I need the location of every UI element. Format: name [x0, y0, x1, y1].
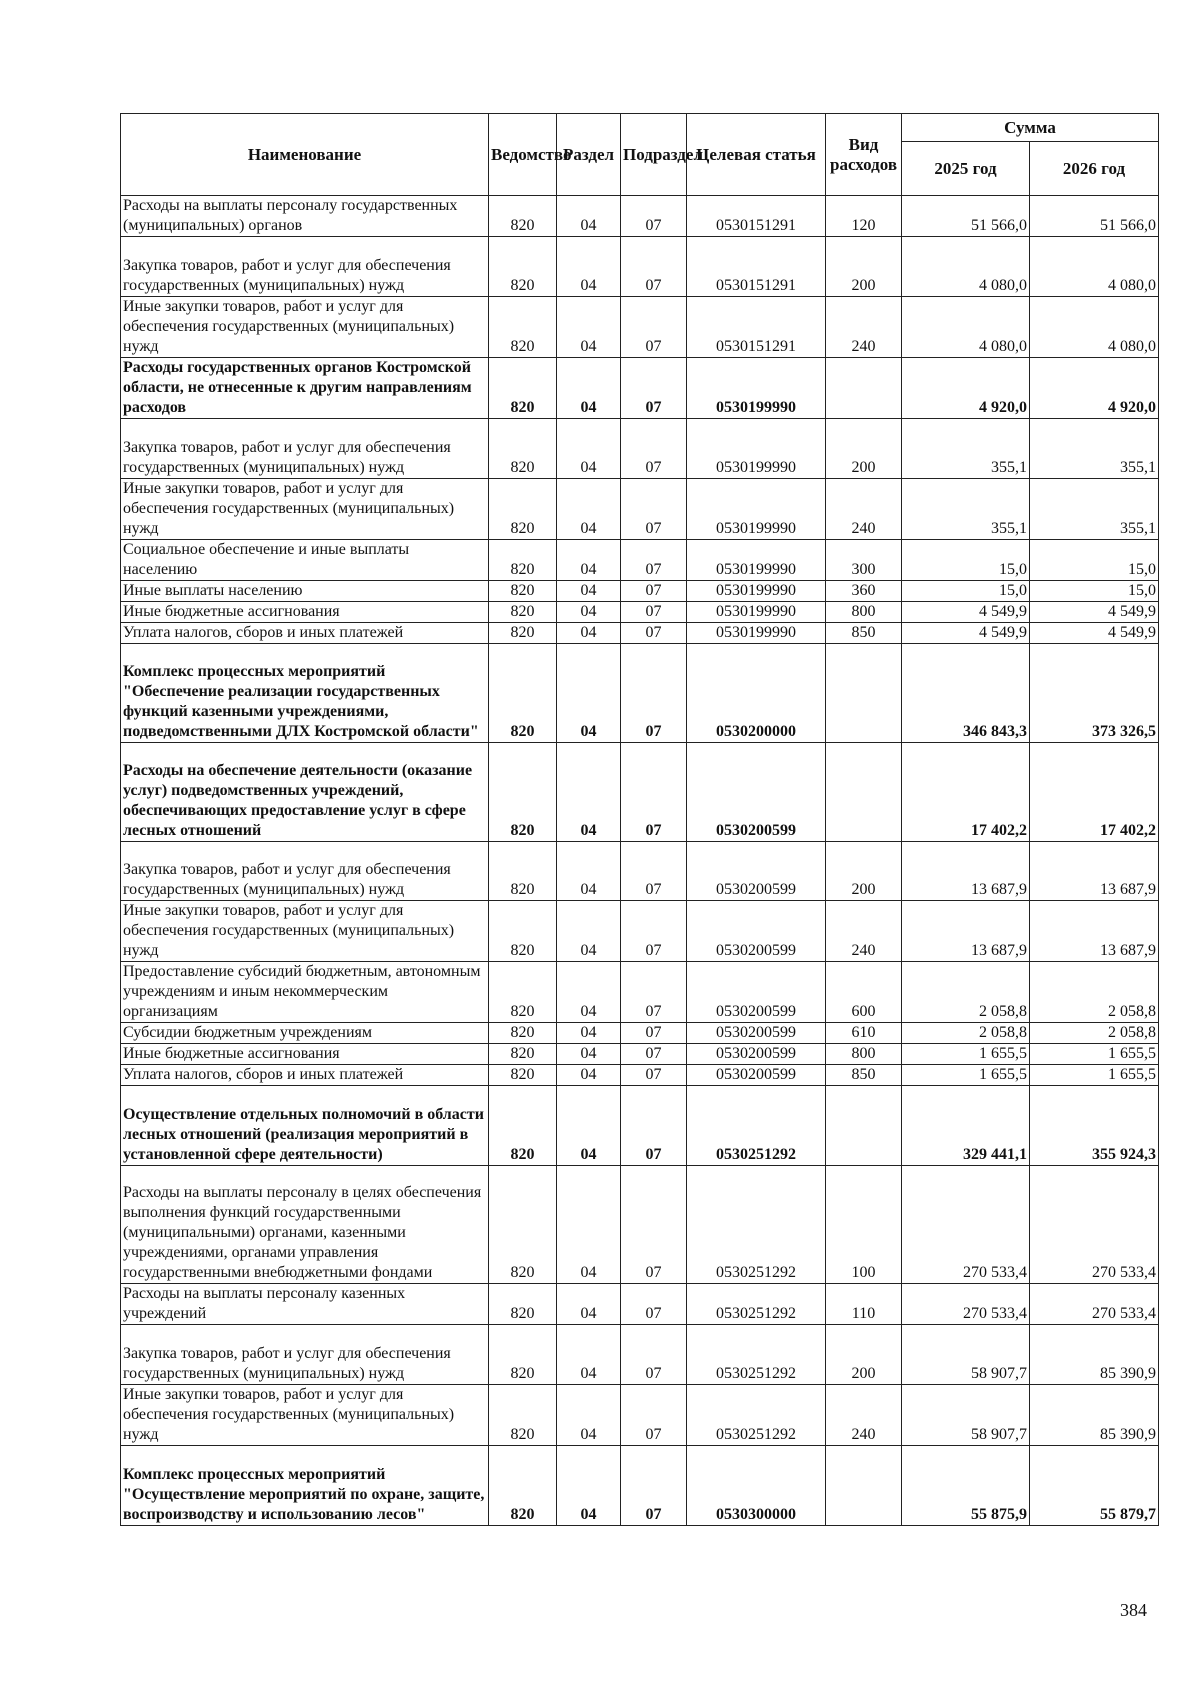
cell-razdel: 04: [557, 1385, 621, 1446]
cell-podrazdel: 07: [621, 1065, 687, 1086]
cell-sum-2026: 85 390,9: [1030, 1325, 1159, 1385]
header-razdel: Раздел: [557, 114, 621, 196]
cell-vedomstvo: 820: [489, 539, 557, 580]
cell-vid: [826, 643, 902, 742]
cell-vedomstvo: 820: [489, 196, 557, 237]
cell-vid: 800: [826, 1044, 902, 1065]
cell-name: Предоставление субсидий бюджетным, автономным учреждениям и иным некоммерческим организациям: [121, 962, 489, 1023]
cell-sum-2026: 270 533,4: [1030, 1165, 1159, 1284]
cell-podrazdel: 07: [621, 1325, 687, 1385]
table-row: [121, 1023, 1159, 1044]
cell-vid: 850: [826, 622, 902, 643]
cell-sum-2025: 4 920,0: [902, 357, 1030, 418]
cell-vedomstvo: 820: [489, 296, 557, 357]
table-row: [121, 237, 1159, 297]
cell-vid: 240: [826, 1385, 902, 1446]
cell-vid: 120: [826, 196, 902, 237]
cell-sum-2025: 58 907,7: [902, 1385, 1030, 1446]
cell-vid: [826, 357, 902, 418]
cell-sum-2026: 15,0: [1030, 539, 1159, 580]
cell-vedomstvo: 820: [489, 580, 557, 601]
cell-sum-2026: 13 687,9: [1030, 841, 1159, 901]
cell-razdel: 04: [557, 742, 621, 841]
cell-razdel: 04: [557, 841, 621, 901]
cell-vid: 360: [826, 580, 902, 601]
table-row: [121, 296, 1159, 357]
cell-vid: 850: [826, 1065, 902, 1086]
cell-target: 0530151291: [687, 237, 826, 297]
cell-name: Иные выплаты населению: [121, 580, 489, 601]
cell-sum-2025: 58 907,7: [902, 1325, 1030, 1385]
cell-target: 0530200599: [687, 901, 826, 962]
cell-vid: [826, 742, 902, 841]
table-row: [121, 1086, 1159, 1165]
cell-podrazdel: 07: [621, 580, 687, 601]
table-row: [121, 1044, 1159, 1065]
cell-target: 0530251292: [687, 1385, 826, 1446]
cell-razdel: 04: [557, 1065, 621, 1086]
cell-target: 0530199990: [687, 357, 826, 418]
cell-name: Расходы на обеспечение деятельности (оказание услуг) подведомственных учреждений, обеспечивающих предоставление услуг в сфере лесных отношений: [121, 742, 489, 841]
cell-sum-2026: 373 326,5: [1030, 643, 1159, 742]
cell-podrazdel: 07: [621, 196, 687, 237]
table-row: [121, 1385, 1159, 1446]
cell-vid: [826, 1446, 902, 1525]
table-row: [121, 539, 1159, 580]
cell-vedomstvo: 820: [489, 1065, 557, 1086]
cell-sum-2025: 4 080,0: [902, 237, 1030, 297]
table-row: [121, 601, 1159, 622]
cell-vedomstvo: 820: [489, 1284, 557, 1325]
cell-target: 0530200000: [687, 643, 826, 742]
cell-podrazdel: 07: [621, 1446, 687, 1525]
cell-vid: 300: [826, 539, 902, 580]
cell-sum-2026: 355 924,3: [1030, 1086, 1159, 1165]
cell-name: Комплекс процессных мероприятий "Обеспечение реализации государственных функций казенными учреждениями, подведомственными ДЛХ Костромской области": [121, 643, 489, 742]
cell-target: 0530200599: [687, 1023, 826, 1044]
cell-vedomstvo: 820: [489, 1023, 557, 1044]
cell-target: 0530151291: [687, 196, 826, 237]
cell-sum-2025: 346 843,3: [902, 643, 1030, 742]
cell-podrazdel: 07: [621, 962, 687, 1023]
table-row: [121, 643, 1159, 742]
cell-target: 0530151291: [687, 296, 826, 357]
table-row: [121, 1325, 1159, 1385]
header-podrazdel: Подраздел: [621, 114, 687, 196]
cell-target: 0530199990: [687, 539, 826, 580]
cell-name: Иные закупки товаров, работ и услуг для обеспечения государственных (муниципальных) нужд: [121, 1385, 489, 1446]
cell-podrazdel: 07: [621, 418, 687, 478]
budget-table: [120, 113, 1159, 1526]
cell-podrazdel: 07: [621, 622, 687, 643]
cell-name: Иные бюджетные ассигнования: [121, 601, 489, 622]
header-target: Целевая статья: [687, 114, 826, 196]
cell-vedomstvo: 820: [489, 1165, 557, 1284]
cell-razdel: 04: [557, 601, 621, 622]
cell-razdel: 04: [557, 478, 621, 539]
cell-vedomstvo: 820: [489, 643, 557, 742]
cell-vid: [826, 1086, 902, 1165]
cell-sum-2026: 17 402,2: [1030, 742, 1159, 841]
cell-target: 0530200599: [687, 1065, 826, 1086]
table-row: [121, 962, 1159, 1023]
cell-sum-2026: 4 920,0: [1030, 357, 1159, 418]
cell-podrazdel: 07: [621, 841, 687, 901]
cell-vedomstvo: 820: [489, 601, 557, 622]
cell-sum-2025: 13 687,9: [902, 841, 1030, 901]
cell-razdel: 04: [557, 1165, 621, 1284]
cell-sum-2026: 1 655,5: [1030, 1065, 1159, 1086]
cell-name: Расходы государственных органов Костромской области, не отнесенные к другим направлениям расходов: [121, 357, 489, 418]
cell-name: Комплекс процессных мероприятий "Осуществление мероприятий по охране, защите, воспроизводству и использованию лесов": [121, 1446, 489, 1525]
cell-vedomstvo: 820: [489, 1086, 557, 1165]
cell-razdel: 04: [557, 1284, 621, 1325]
table-row: [121, 418, 1159, 478]
cell-podrazdel: 07: [621, 1165, 687, 1284]
cell-name: Расходы на выплаты персоналу казенных учреждений: [121, 1284, 489, 1325]
cell-name: Осуществление отдельных полномочий в области лесных отношений (реализация мероприятий в установленной сфере деятельности): [121, 1086, 489, 1165]
cell-podrazdel: 07: [621, 601, 687, 622]
cell-name: Закупка товаров, работ и услуг для обеспечения государственных (муниципальных) нужд: [121, 841, 489, 901]
cell-podrazdel: 07: [621, 742, 687, 841]
cell-name: Иные бюджетные ассигнования: [121, 1044, 489, 1065]
header-2025: 2025 год: [902, 142, 1030, 196]
cell-vid: 200: [826, 237, 902, 297]
cell-target: 0530200599: [687, 962, 826, 1023]
cell-vedomstvo: 820: [489, 1385, 557, 1446]
cell-razdel: 04: [557, 296, 621, 357]
cell-razdel: 04: [557, 643, 621, 742]
table-body: [121, 196, 1159, 1526]
cell-target: 0530300000: [687, 1446, 826, 1525]
cell-sum-2025: 4 080,0: [902, 296, 1030, 357]
cell-podrazdel: 07: [621, 1023, 687, 1044]
cell-podrazdel: 07: [621, 1385, 687, 1446]
cell-sum-2026: 270 533,4: [1030, 1284, 1159, 1325]
cell-target: 0530251292: [687, 1086, 826, 1165]
cell-razdel: 04: [557, 580, 621, 601]
cell-podrazdel: 07: [621, 1086, 687, 1165]
cell-sum-2026: 13 687,9: [1030, 901, 1159, 962]
header-vedomstvo: Ведомство: [489, 114, 557, 196]
cell-name: Закупка товаров, работ и услуг для обеспечения государственных (муниципальных) нужд: [121, 1325, 489, 1385]
cell-razdel: 04: [557, 1023, 621, 1044]
cell-target: 0530199990: [687, 478, 826, 539]
cell-podrazdel: 07: [621, 643, 687, 742]
cell-razdel: 04: [557, 622, 621, 643]
table-header: [121, 114, 1159, 196]
cell-name: Закупка товаров, работ и услуг для обеспечения государственных (муниципальных) нужд: [121, 237, 489, 297]
cell-podrazdel: 07: [621, 539, 687, 580]
cell-podrazdel: 07: [621, 901, 687, 962]
cell-name: Субсидии бюджетным учреждениям: [121, 1023, 489, 1044]
cell-sum-2025: 329 441,1: [902, 1086, 1030, 1165]
cell-razdel: 04: [557, 962, 621, 1023]
header-vid: Вид расходов: [826, 114, 902, 196]
cell-razdel: 04: [557, 196, 621, 237]
cell-vedomstvo: 820: [489, 478, 557, 539]
cell-target: 0530251292: [687, 1325, 826, 1385]
cell-podrazdel: 07: [621, 296, 687, 357]
cell-vid: 200: [826, 418, 902, 478]
cell-razdel: 04: [557, 1086, 621, 1165]
cell-sum-2026: 355,1: [1030, 418, 1159, 478]
cell-sum-2026: 2 058,8: [1030, 1023, 1159, 1044]
cell-vid: 240: [826, 296, 902, 357]
cell-vid: 200: [826, 1325, 902, 1385]
table-row: [121, 478, 1159, 539]
cell-sum-2025: 51 566,0: [902, 196, 1030, 237]
table-row: [121, 841, 1159, 901]
table-row: [121, 622, 1159, 643]
cell-sum-2026: 4 080,0: [1030, 237, 1159, 297]
cell-razdel: 04: [557, 357, 621, 418]
table-row: [121, 1284, 1159, 1325]
cell-sum-2026: 51 566,0: [1030, 196, 1159, 237]
cell-target: 0530251292: [687, 1165, 826, 1284]
cell-vid: 240: [826, 478, 902, 539]
cell-sum-2025: 270 533,4: [902, 1165, 1030, 1284]
cell-vid: 110: [826, 1284, 902, 1325]
cell-sum-2025: 2 058,8: [902, 962, 1030, 1023]
cell-razdel: 04: [557, 1325, 621, 1385]
cell-sum-2025: 1 655,5: [902, 1044, 1030, 1065]
cell-name: Расходы на выплаты персоналу государственных (муниципальных) органов: [121, 196, 489, 237]
cell-target: 0530199990: [687, 418, 826, 478]
cell-name: Социальное обеспечение и иные выплаты населению: [121, 539, 489, 580]
cell-vedomstvo: 820: [489, 1325, 557, 1385]
cell-sum-2025: 1 655,5: [902, 1065, 1030, 1086]
cell-sum-2026: 4 080,0: [1030, 296, 1159, 357]
table-row: [121, 357, 1159, 418]
cell-sum-2025: 15,0: [902, 580, 1030, 601]
cell-sum-2025: 13 687,9: [902, 901, 1030, 962]
cell-vedomstvo: 820: [489, 1446, 557, 1525]
cell-sum-2026: 4 549,9: [1030, 601, 1159, 622]
cell-razdel: 04: [557, 418, 621, 478]
cell-vid: 100: [826, 1165, 902, 1284]
cell-podrazdel: 07: [621, 237, 687, 297]
cell-target: 0530199990: [687, 601, 826, 622]
cell-sum-2025: 55 875,9: [902, 1446, 1030, 1525]
cell-sum-2025: 4 549,9: [902, 601, 1030, 622]
cell-sum-2025: 2 058,8: [902, 1023, 1030, 1044]
cell-vedomstvo: 820: [489, 622, 557, 643]
header-summa: Сумма: [902, 114, 1159, 142]
table-row: [121, 1165, 1159, 1284]
cell-vedomstvo: 820: [489, 237, 557, 297]
cell-target: 0530199990: [687, 622, 826, 643]
cell-name: Расходы на выплаты персоналу в целях обеспечения выполнения функций государственными (муниципальными) органами, казенными учреждениями, органами управления государственными внебюджетными фондами: [121, 1165, 489, 1284]
table-row: [121, 196, 1159, 237]
cell-vedomstvo: 820: [489, 962, 557, 1023]
cell-target: 0530200599: [687, 841, 826, 901]
cell-target: 0530251292: [687, 1284, 826, 1325]
cell-vedomstvo: 820: [489, 901, 557, 962]
cell-vedomstvo: 820: [489, 841, 557, 901]
cell-sum-2025: 355,1: [902, 478, 1030, 539]
cell-razdel: 04: [557, 539, 621, 580]
page-number: 384: [1120, 1600, 1147, 1620]
header-name: Наименование: [121, 114, 489, 196]
cell-target: 0530200599: [687, 742, 826, 841]
cell-podrazdel: 07: [621, 478, 687, 539]
table-row: [121, 742, 1159, 841]
cell-target: 0530200599: [687, 1044, 826, 1065]
cell-sum-2026: 85 390,9: [1030, 1385, 1159, 1446]
cell-sum-2025: 355,1: [902, 418, 1030, 478]
table-row: [121, 580, 1159, 601]
cell-vedomstvo: 820: [489, 1044, 557, 1065]
table-row: [121, 1446, 1159, 1525]
cell-vid: 610: [826, 1023, 902, 1044]
cell-name: Уплата налогов, сборов и иных платежей: [121, 622, 489, 643]
cell-vid: 800: [826, 601, 902, 622]
cell-vid: 240: [826, 901, 902, 962]
cell-sum-2026: 1 655,5: [1030, 1044, 1159, 1065]
cell-razdel: 04: [557, 901, 621, 962]
cell-vid: 600: [826, 962, 902, 1023]
cell-sum-2025: 17 402,2: [902, 742, 1030, 841]
header-2026: 2026 год: [1030, 142, 1159, 196]
cell-name: Иные закупки товаров, работ и услуг для обеспечения государственных (муниципальных) нужд: [121, 296, 489, 357]
cell-sum-2026: 55 879,7: [1030, 1446, 1159, 1525]
cell-sum-2025: 4 549,9: [902, 622, 1030, 643]
cell-name: Иные закупки товаров, работ и услуг для обеспечения государственных (муниципальных) нужд: [121, 478, 489, 539]
cell-name: Закупка товаров, работ и услуг для обеспечения государственных (муниципальных) нужд: [121, 418, 489, 478]
cell-sum-2026: 2 058,8: [1030, 962, 1159, 1023]
table-row: [121, 901, 1159, 962]
cell-sum-2025: 270 533,4: [902, 1284, 1030, 1325]
cell-podrazdel: 07: [621, 1044, 687, 1065]
cell-vedomstvo: 820: [489, 418, 557, 478]
cell-sum-2026: 4 549,9: [1030, 622, 1159, 643]
cell-target: 0530199990: [687, 580, 826, 601]
cell-vid: 200: [826, 841, 902, 901]
cell-name: Иные закупки товаров, работ и услуг для обеспечения государственных (муниципальных) нужд: [121, 901, 489, 962]
cell-podrazdel: 07: [621, 357, 687, 418]
cell-sum-2026: 15,0: [1030, 580, 1159, 601]
cell-podrazdel: 07: [621, 1284, 687, 1325]
cell-sum-2026: 355,1: [1030, 478, 1159, 539]
cell-razdel: 04: [557, 1446, 621, 1525]
table-row: [121, 1065, 1159, 1086]
cell-name: Уплата налогов, сборов и иных платежей: [121, 1065, 489, 1086]
budget-table-sheet: [120, 113, 1158, 1526]
cell-razdel: 04: [557, 237, 621, 297]
cell-sum-2025: 15,0: [902, 539, 1030, 580]
cell-vedomstvo: 820: [489, 357, 557, 418]
cell-razdel: 04: [557, 1044, 621, 1065]
cell-vedomstvo: 820: [489, 742, 557, 841]
